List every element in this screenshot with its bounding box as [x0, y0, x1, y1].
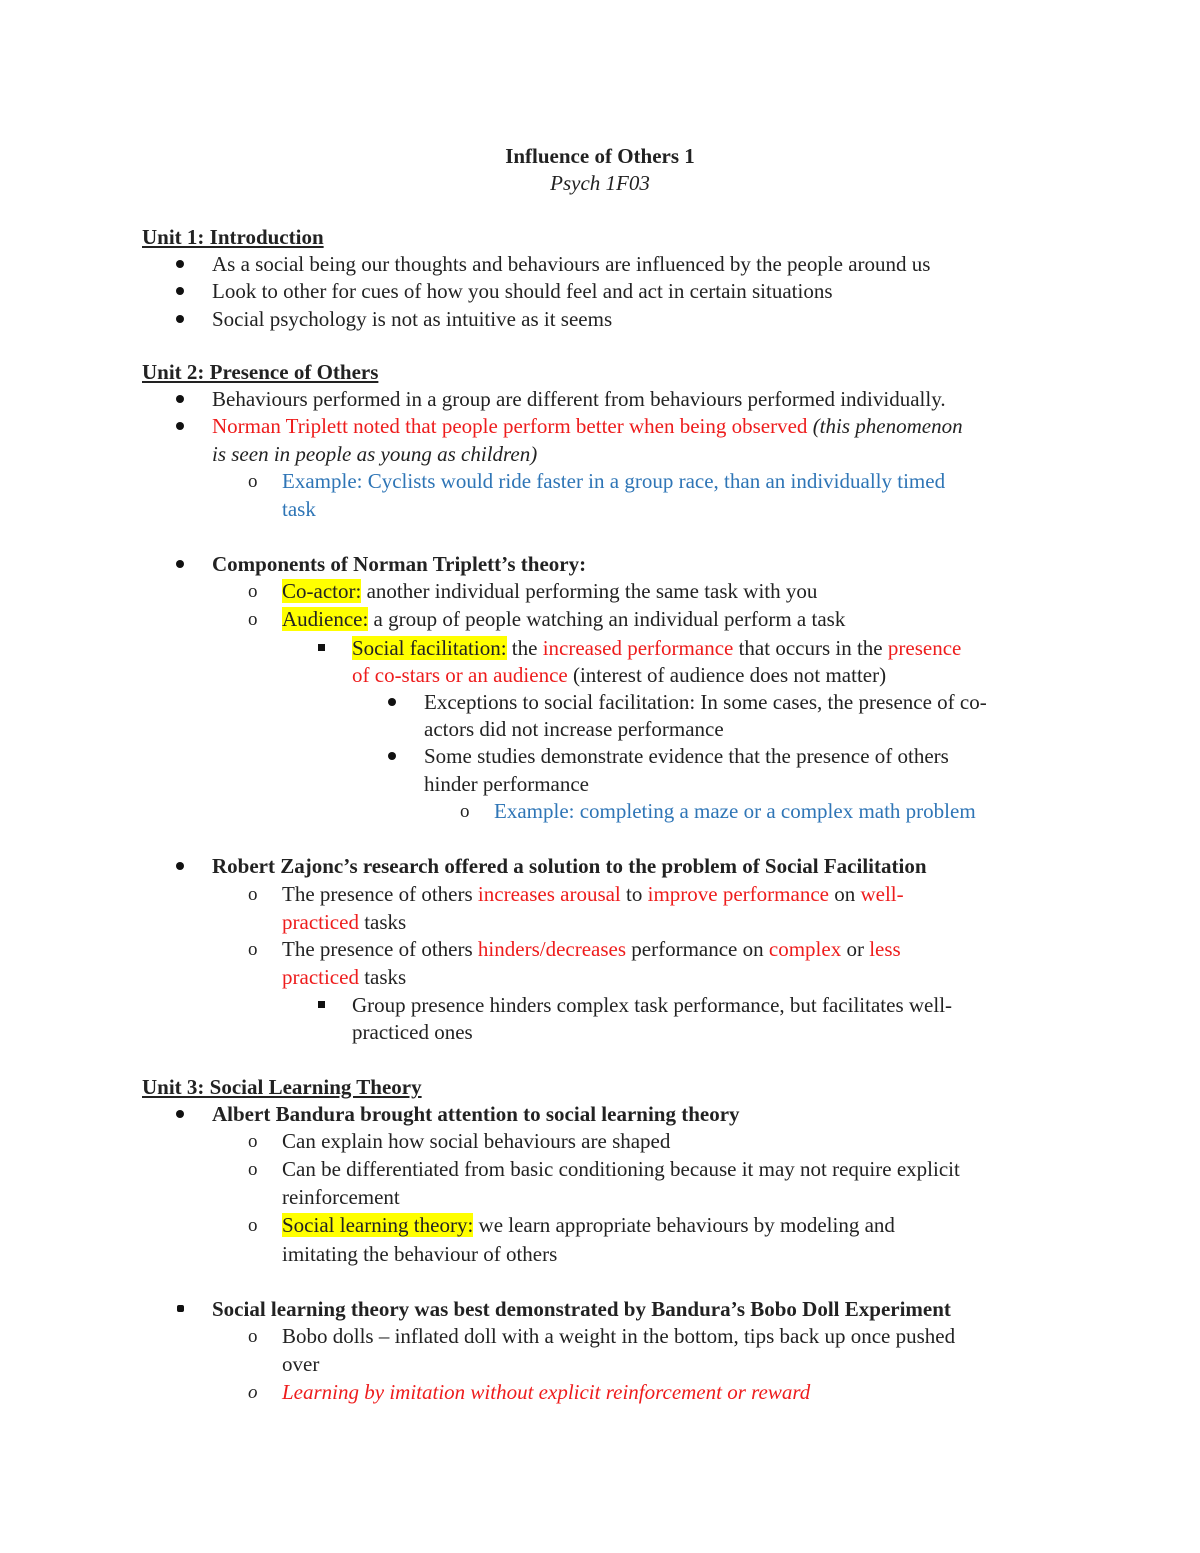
unit2-heading: Unit 2: Presence of Others — [142, 360, 379, 384]
zajonc-p1-line-2 — [282, 909, 406, 936]
unit2-item-1: Behaviours performed in a group are different from behaviours performed individually. — [212, 387, 946, 411]
triplett-example-b: task — [282, 497, 316, 521]
bandura-heading: Albert Bandura brought attention to social learning theory — [212, 1102, 740, 1126]
coactor-term: Co-actor: — [282, 579, 362, 603]
z-p2-red-2: complex — [768, 937, 842, 961]
sf-red-1: increased performance — [542, 636, 734, 660]
sf-red-3: of co-stars or an audience — [352, 663, 568, 687]
unit1-item-2: Look to other for cues of how you should feel and act in certain situations — [212, 279, 833, 303]
z-p2-c: or — [841, 937, 870, 961]
circle-bullet-icon: o — [248, 609, 258, 630]
zajonc-sub-b: practiced ones — [352, 1020, 473, 1044]
slt-term: Social learning theory: — [282, 1213, 474, 1237]
triplett-italic-a: (this phenomenon — [812, 414, 963, 438]
bandura-item-2a: Can be differentiated from basic conditioning because it may not require explicit — [282, 1157, 960, 1181]
square-bullet-icon — [318, 1001, 325, 1008]
bullet-icon — [176, 287, 184, 295]
document-subtitle: Psych 1F03 — [550, 171, 650, 195]
sf-end: (interest of audience does not matter) — [567, 663, 887, 687]
slt-def-b: imitating the behaviour of others — [282, 1242, 558, 1266]
bullet-icon — [176, 395, 184, 403]
coactor-def: another individual performing the same task with you — [361, 579, 818, 603]
circle-bullet-icon: o — [248, 939, 258, 960]
audience-line — [282, 606, 845, 633]
audience-term: Audience: — [282, 607, 369, 631]
bullet-icon — [176, 862, 184, 870]
bullet-icon — [176, 315, 184, 323]
components-heading: Components of Norman Triplett’s theory: — [212, 552, 587, 576]
z-p1-a: The presence of others — [282, 882, 478, 906]
circle-bullet-icon: o — [248, 1326, 258, 1347]
bobo-item-1a: Bobo dolls – inflated doll with a weight in the bottom, tips back up once pushed — [282, 1324, 956, 1348]
bobo-item-2: Learning by imitation without explicit reinforcement or reward — [282, 1380, 811, 1404]
studies-a: Some studies demonstrate evidence that the presence of others — [424, 744, 949, 768]
coactor-line — [282, 578, 817, 605]
z-p1-b: to — [620, 882, 648, 906]
circle-bullet-icon: o — [460, 801, 470, 822]
bullet-icon — [388, 752, 396, 760]
circle-bullet-icon: o — [248, 1382, 258, 1403]
maze-example: Example: completing a maze or a complex math problem — [494, 799, 976, 823]
circle-bullet-icon: o — [248, 581, 258, 602]
triplett-red: Norman Triplett noted that people perform better when being observed — [212, 414, 808, 438]
audience-def: a group of people watching an individual perform a task — [368, 607, 846, 631]
triplett-line-1 — [212, 413, 963, 440]
unit1-item-1: As a social being our thoughts and behaviours are influenced by the people around us — [212, 252, 931, 276]
square-bullet-icon — [318, 644, 325, 651]
exceptions-b: actors did not increase performance — [424, 717, 724, 741]
bandura-item-2b: reinforcement — [282, 1185, 400, 1209]
bandura-item-1: Can explain how social behaviours are shaped — [282, 1129, 671, 1153]
social-facilitation-line-2 — [352, 662, 886, 689]
zajonc-sub-a: Group presence hinders complex task performance, but facilitates well- — [352, 993, 953, 1017]
sf-mid: that occurs in the — [733, 636, 888, 660]
exceptions-a: Exceptions to social facilitation: In some cases, the presence of co- — [424, 690, 987, 714]
social-facilitation-line-1 — [352, 635, 961, 662]
sf-the: the — [506, 636, 543, 660]
z-p2-a: The presence of others — [282, 937, 478, 961]
circle-bullet-icon: o — [248, 1215, 258, 1236]
bullet-icon — [388, 698, 396, 706]
zajonc-p1-line-1 — [282, 881, 904, 908]
zajonc-heading: Robert Zajonc’s research offered a solution to the problem of Social Facilitation — [212, 854, 927, 878]
z-p2-red-4: practiced — [282, 965, 359, 989]
z-p2-b: performance on — [626, 937, 769, 961]
unit1-item-3: Social psychology is not as intuitive as it seems — [212, 307, 613, 331]
z-p1-red-1: increases arousal — [477, 882, 621, 906]
z-p1-d: tasks — [358, 910, 407, 934]
z-p1-red-2: improve performance — [647, 882, 829, 906]
bobo-item-1b: over — [282, 1352, 320, 1376]
zajonc-p2-line-1 — [282, 936, 901, 963]
bullet-icon — [176, 560, 184, 568]
triplett-example-a: Example: Cyclists would ride faster in a group race, than an individually timed — [282, 469, 946, 493]
slt-line-1 — [282, 1212, 895, 1239]
z-p1-c: on — [828, 882, 861, 906]
z-p2-red-3: less — [869, 937, 901, 961]
circle-bullet-icon: o — [248, 1131, 258, 1152]
triplett-italic-b: is seen in people as young as children) — [212, 442, 538, 466]
sf-term: Social facilitation: — [352, 636, 507, 660]
unit3-heading: Unit 3: Social Learning Theory — [142, 1075, 422, 1099]
circle-bullet-icon: o — [248, 471, 258, 492]
slt-def-a: we learn appropriate behaviours by modeling and — [473, 1213, 895, 1237]
unit1-heading: Unit 1: Introduction — [142, 225, 324, 249]
sf-red-2: presence — [887, 636, 962, 660]
zajonc-p2-line-2 — [282, 964, 406, 991]
circle-bullet-icon: o — [248, 884, 258, 905]
bullet-icon — [177, 1305, 184, 1312]
document-title: Influence of Others 1 — [505, 144, 695, 168]
bullet-icon — [176, 1110, 184, 1118]
z-p1-red-3: well- — [860, 882, 904, 906]
z-p1-red-4: practiced — [282, 910, 359, 934]
bobo-heading: Social learning theory was best demonstrated by Bandura’s Bobo Doll Experiment — [212, 1297, 951, 1321]
z-p2-red-1: hinders/decreases — [477, 937, 627, 961]
circle-bullet-icon: o — [248, 1159, 258, 1180]
bullet-icon — [176, 260, 184, 268]
bullet-icon — [176, 422, 184, 430]
studies-b: hinder performance — [424, 772, 589, 796]
z-p2-d: tasks — [358, 965, 407, 989]
